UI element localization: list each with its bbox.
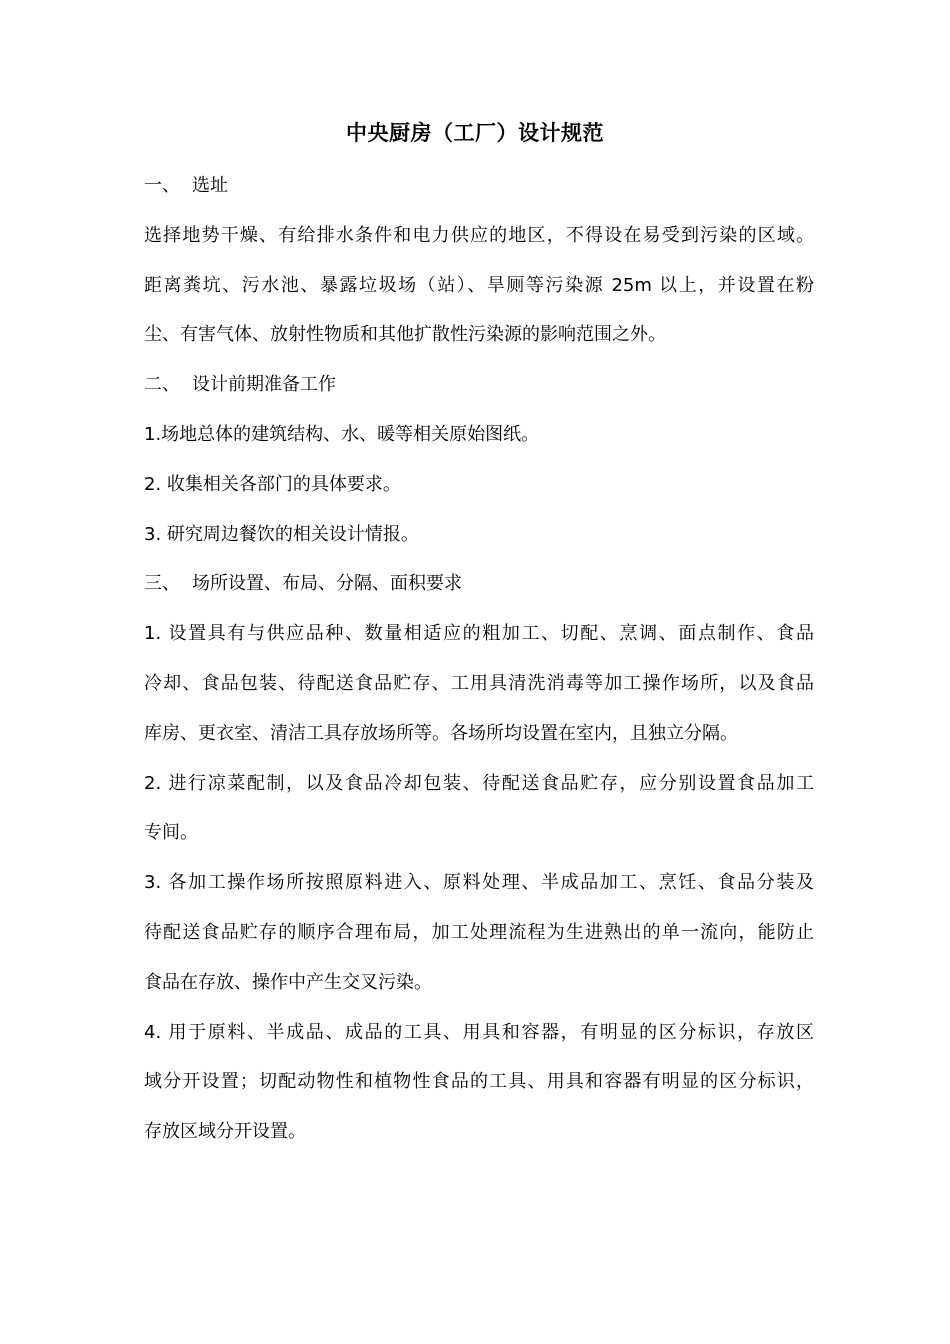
section-heading (144, 170, 814, 220)
section-heading (144, 369, 814, 419)
paragraph-line: 4. 用于原料、半成品、成品的工具、用具和容器，有明显的区分标识，存放区 (144, 1021, 814, 1043)
list-item: 1.场地总体的建筑结构、水、暖等相关原始图纸。 (144, 423, 540, 445)
section-title: 场所设置、布局、分隔、面积要求 (192, 573, 462, 595)
paragraph-line: 域分开设置；切配动物性和植物性食品的工具、用具和容器有明显的区分标识， (144, 1071, 814, 1093)
paragraph-line: 3. 各加工操作场所按照原料进入、原料处理、半成品加工、烹饪、食品分装及 (144, 872, 814, 894)
section-number: 二、 (144, 374, 180, 396)
paragraph-line: 库房、更衣室、清洁工具存放场所等。各场所均设置在室内，且独立分隔。 (144, 722, 738, 744)
paragraph-line: 专间。 (144, 822, 198, 844)
section-number: 一、 (144, 175, 180, 196)
paragraph-line: 待配送食品贮存的顺序合理布局，加工处理流程为生进熟出的单一流向，能防止 (144, 921, 814, 943)
section-title: 设计前期准备工作 (192, 374, 336, 396)
paragraph-line: 冷却、食品包装、待配送食品贮存、工用具清洗消毒等加工操作场所，以及食品 (144, 672, 814, 694)
list-item: 3. 研究周边餐饮的相关设计情报。 (144, 523, 419, 545)
list-item: 2. 收集相关各部门的具体要求。 (144, 473, 401, 495)
paragraph-line: 存放区域分开设置。 (144, 1121, 306, 1143)
paragraph-line: 2. 进行凉菜配制，以及食品冷却包装、待配送食品贮存，应分别设置食品加工 (144, 772, 814, 794)
paragraph-line: 选择地势干燥、有给排水条件和电力供应的地区，不得设在易受到污染的区域。 (144, 224, 814, 246)
document-body (144, 170, 814, 1166)
paragraph-line: 尘、有害气体、放射性物质和其他扩散性污染源的影响范围之外。 (144, 324, 666, 346)
section-heading (144, 568, 814, 618)
paragraph-line: 距离粪坑、污水池、暴露垃圾场（站）、旱厕等污染源 25m 以上，并设置在粉 (144, 274, 814, 296)
document-title: 中央厨房（工厂）设计规范 (346, 121, 604, 145)
paragraph-line: 食品在存放、操作中产生交叉污染。 (144, 971, 432, 993)
section-number: 三、 (144, 573, 180, 595)
paragraph-line: 1. 设置具有与供应品种、数量相适应的粗加工、切配、烹调、面点制作、食品 (144, 623, 814, 645)
section-title: 选址 (192, 175, 228, 196)
